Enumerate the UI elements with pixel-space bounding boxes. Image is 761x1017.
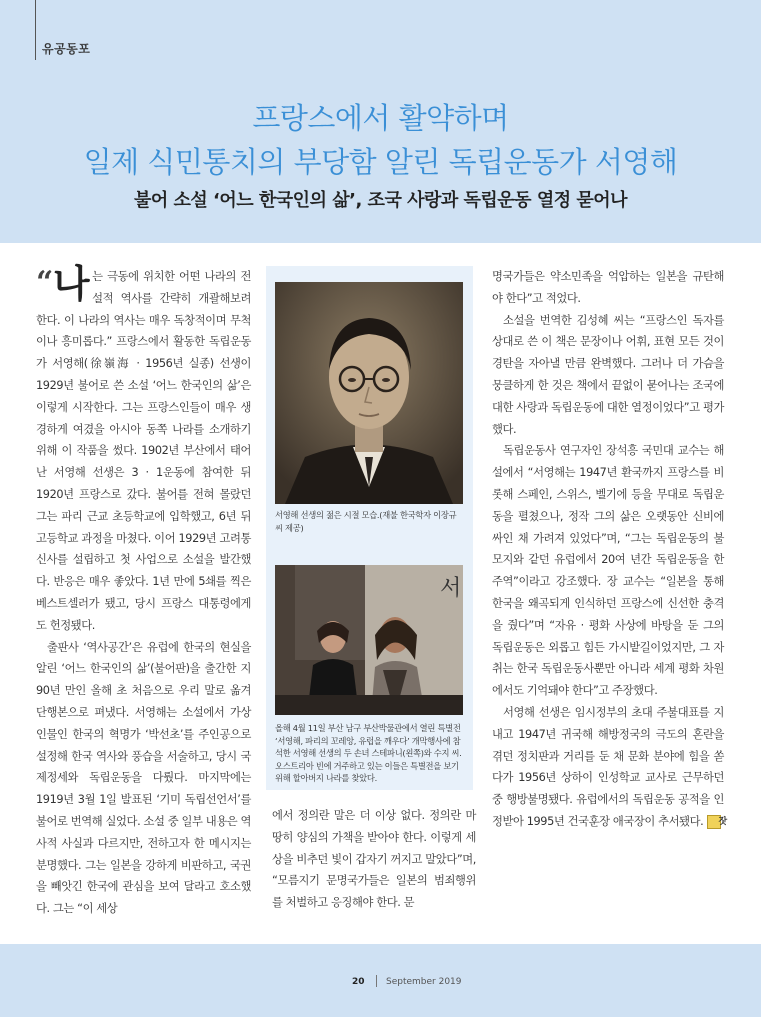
article-subtitle: 불어 소설 ‘어느 한국인의 삶’, 조국 사랑과 독립운동 열정 묻어나 [133, 190, 628, 211]
paragraph: 소설을 번역한 김성혜 씨는 “프랑스인 독자를 상대로 쓴 이 책은 문장이나 어휘, 표현 모든 것이 경탄을 자아낼 만큼 완벽했다. 그러나 더 가슴을 뭉클하게 한 것은 책에서 끝없이 묻어나는 조국에 대한 사랑과 독립운동에 대한 열정이었다”고 평가했다. [492, 313, 724, 436]
poster-glyph: 서 [440, 576, 462, 601]
footer-band [0, 944, 761, 1017]
open-quote-mark: “ [36, 265, 53, 300]
paragraph [492, 702, 727, 833]
photo-caption-2: 올해 4월 11일 부산 남구 부산박물관에서 열린 특별전 ‘서영해, 파리의 꼬레앙, 유럽을 깨우다’ 개막행사에 참석한 서영해 선생의 두 손녀 스테파니(왼쪽)와 수지 씨. 오스트리아 빈에 거주하고 있는 이들은 특별전을 보기 위해 할아버지 나라를 찾았다. [275, 723, 462, 783]
paragraph: 독립운동사 연구자인 장석흥 국민대 교수는 해설에서 “서영해는 1947년 환국까지 프랑스를 비롯해 스페인, 스위스, 벨기에 등을 무대로 독립운동을 펼쳤으나, 정작 그의 삶은 오랫동안 신비에 싸인 채 가려져 있었다”며, “그는 독립운동의 불모지와 같던 유럽에서 20여 년간 독립운동을 한 주역”이라고 강조했다. 장 교수는 “일본을 통해 한국을 왜곡되게 인식하던 프랑스에 신선한 충격을 줬다”며 “자유 · 평화 사상에 바탕을 둔 그의 독립운동은 외롭고 힘든 가시밭길이었지만, 그 자취는 한국 독립운동사뿐만 아니라 세계 평화 차원에서도 기억돼야 한다”고 주장했다. [492, 444, 724, 698]
event-photo [275, 565, 463, 715]
article-title-line-1: 프랑스에서 활약하며 [252, 101, 509, 135]
article-title-line-2: 일제 식민통치의 부당함 알린 독립운동가 서영해 [83, 145, 678, 179]
article-column-1 [36, 262, 251, 920]
paragraph-text: 는 극동에 위치한 어떤 나라의 전설적 역사를 간략히 개괄해보려 한다. 이 나라의 역사는 매우 독창적이며 무척이나 흥미롭다.” 프랑스에서 활동한 독립운동가 서영해(徐嶺海 · 1956년 실종) 선생이 1929년 불어로 쓴 소설 ‘어느 한국인의 삶’은 이렇게 시작한다. 그는 프랑스인들이 매우 생경하게 여겼을 아시아 동쪽 나라를 소개하기 위해 이 작품을 썼다. 1902년 부산에서 태어난 서영해 선생은 3 · 1운동에 참여한 뒤 1920년 프랑스로 갔다. 불어를 전혀 몰랐던 그는 파리 근교 초등학교에 입학했고, 6년 뒤 고등학교 과정을 마쳤다. 이어 1929년 고려통신사를 설립하고 첫 사업으로 소설을 발간했다. 반응은 매우 좋았다. 1년 만에 5쇄를 찍은 베스트셀러가 됐고, 당시 프랑스 대통령에게도 헌정됐다. [36, 270, 251, 632]
paragraph: 에서 정의란 말은 더 이상 없다. 정의란 마땅히 양심의 가책을 받아야 한다. 이렇게 세상을 비추던 빛이 갑자기 꺼지고 말았다”며, “모름지기 문명국가들은 일본의 범죄행위를 처벌하고 응징해야 한다. 문 [272, 809, 476, 910]
footer-divider [376, 975, 377, 987]
section-divider [35, 0, 36, 60]
section-label: 유공동포 [42, 42, 91, 56]
end-of-article-mark: 잣 [707, 815, 721, 829]
article-column-2 [272, 805, 476, 914]
drop-cap: 나 [52, 262, 90, 306]
paragraph-text: 서영해 선생은 임시정부의 초대 주불대표를 지내고 1947년 귀국해 해방정국의 극도의 혼란을 겪던 정치판과 거리를 둔 채 문화 분야에 힘을 쏟다가 1956년 상하이 인성학교 교사로 근무하던 중 행방불명됐다. 유럽에서의 독립운동 공적을 인정받아 1995년 건국훈장 애국장이 추서됐다. [492, 705, 724, 828]
article-column-3 [492, 266, 727, 833]
issue-date: September 2019 [386, 977, 462, 987]
photo-caption-1: 서영해 선생의 젊은 시절 모습.(재불 한국학자 이장규 씨 제공) [275, 510, 457, 533]
portrait-photo [275, 282, 463, 504]
portrait-illustration [275, 282, 463, 504]
page-number: 20 [352, 977, 365, 987]
paragraph: 출판사 ‘역사공간’은 유럽에 한국의 현실을 알린 ‘어느 한국인의 삶’(불어판)을 출간한 지 90년 만인 올해 초 처음으로 우리 말로 옮겨 단행본으로 펴냈다. 서영해는 소설에서 가상 인물인 한국의 혁명가 ‘박선초’를 주인공으로 설정해 한국 역사와 풍습을 서술하고, 당시 국제정세와 독립운동을 다뤘다. 마지막에는 1919년 3월 1일 발표된 ‘기미 독립선언서’를 불어로 번역해 실었다. 소설 중 일부 내용은 역사적 사실과 다르지만, 전하고자 한 메시지는 분명했다. 그는 일본을 강하게 비판하고, 국권을 빼앗긴 한국에 관심을 보여 달라고 호소했다. 그는 “이 세상 [36, 640, 251, 916]
paragraph [36, 262, 251, 637]
event-illustration [275, 565, 463, 715]
paragraph: 명국가들은 약소민족을 억압하는 일본을 규탄해야 한다”고 적었다. [492, 270, 724, 305]
